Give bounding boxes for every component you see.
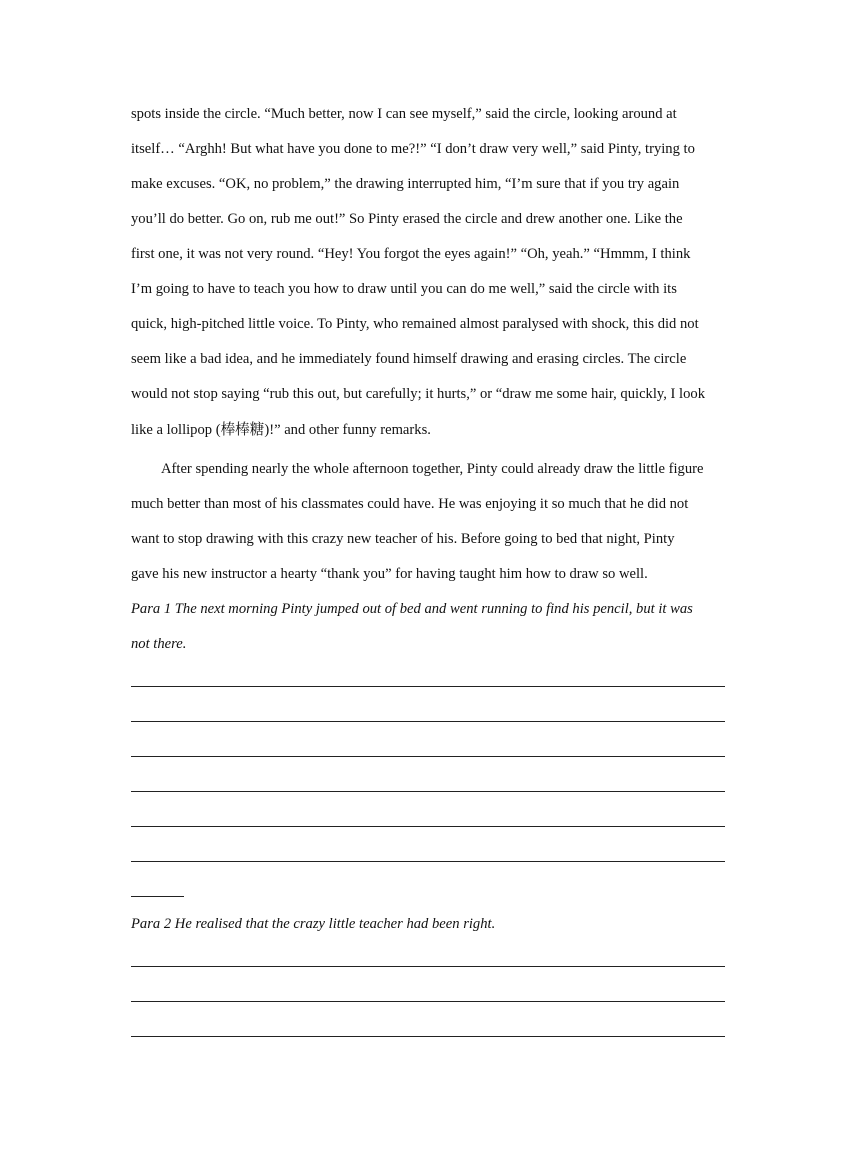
story-line: spots inside the circle. “Much better, now I can see myself,” said the circle, looking around at [131,106,677,122]
writing-line[interactable] [131,966,725,967]
story-line: like a lollipop (棒棒糖)!” and other funny remarks. [131,422,431,438]
writing-line[interactable] [131,826,725,827]
para2-prompt: Para 2 He realised that the crazy little teacher had been right. [131,916,496,932]
writing-line[interactable] [131,791,725,792]
story-line: would not stop saying “rub this out, but carefully; it hurts,” or “draw me some hair, quickly, I look [131,386,706,402]
story-line: make excuses. “OK, no problem,” the drawing interrupted him, “I’m sure that if you try again [131,176,680,192]
para1-prompt: Para 1 The next morning Pinty jumped out of bed and went running to find his pencil, but it was [131,601,693,617]
writing-line[interactable] [131,896,184,897]
story-line: want to stop drawing with this crazy new teacher of his. Before going to bed that night, Pinty [131,531,675,547]
writing-line[interactable] [131,756,725,757]
writing-line[interactable] [131,721,725,722]
para1-prompt: not there. [131,636,187,652]
writing-line[interactable] [131,1001,725,1002]
story-line: much better than most of his classmates could have. He was enjoying it so much that he did not [131,496,689,512]
story-line: itself… “Arghh! But what have you done to me?!” “I don’t draw very well,” said Pinty, trying to [131,141,695,157]
writing-line[interactable] [131,861,725,862]
writing-line[interactable] [131,686,725,687]
story-line: quick, high-pitched little voice. To Pinty, who remained almost paralysed with shock, this did not [131,316,699,332]
story-line: you’ll do better. Go on, rub me out!” So Pinty erased the circle and drew another one. Like the [131,211,683,227]
story-line: I’m going to have to teach you how to draw until you can do me well,” said the circle with its [131,281,677,297]
story-line: After spending nearly the whole afternoon together, Pinty could already draw the little figure [161,461,704,477]
story-line: gave his new instructor a hearty “thank you” for having taught him how to draw so well. [131,566,648,582]
story-line: seem like a bad idea, and he immediately found himself drawing and erasing circles. The circle [131,351,687,367]
writing-line[interactable] [131,1036,725,1037]
story-line: first one, it was not very round. “Hey! You forgot the eyes again!” “Oh, yeah.” “Hmmm, I think [131,246,691,262]
